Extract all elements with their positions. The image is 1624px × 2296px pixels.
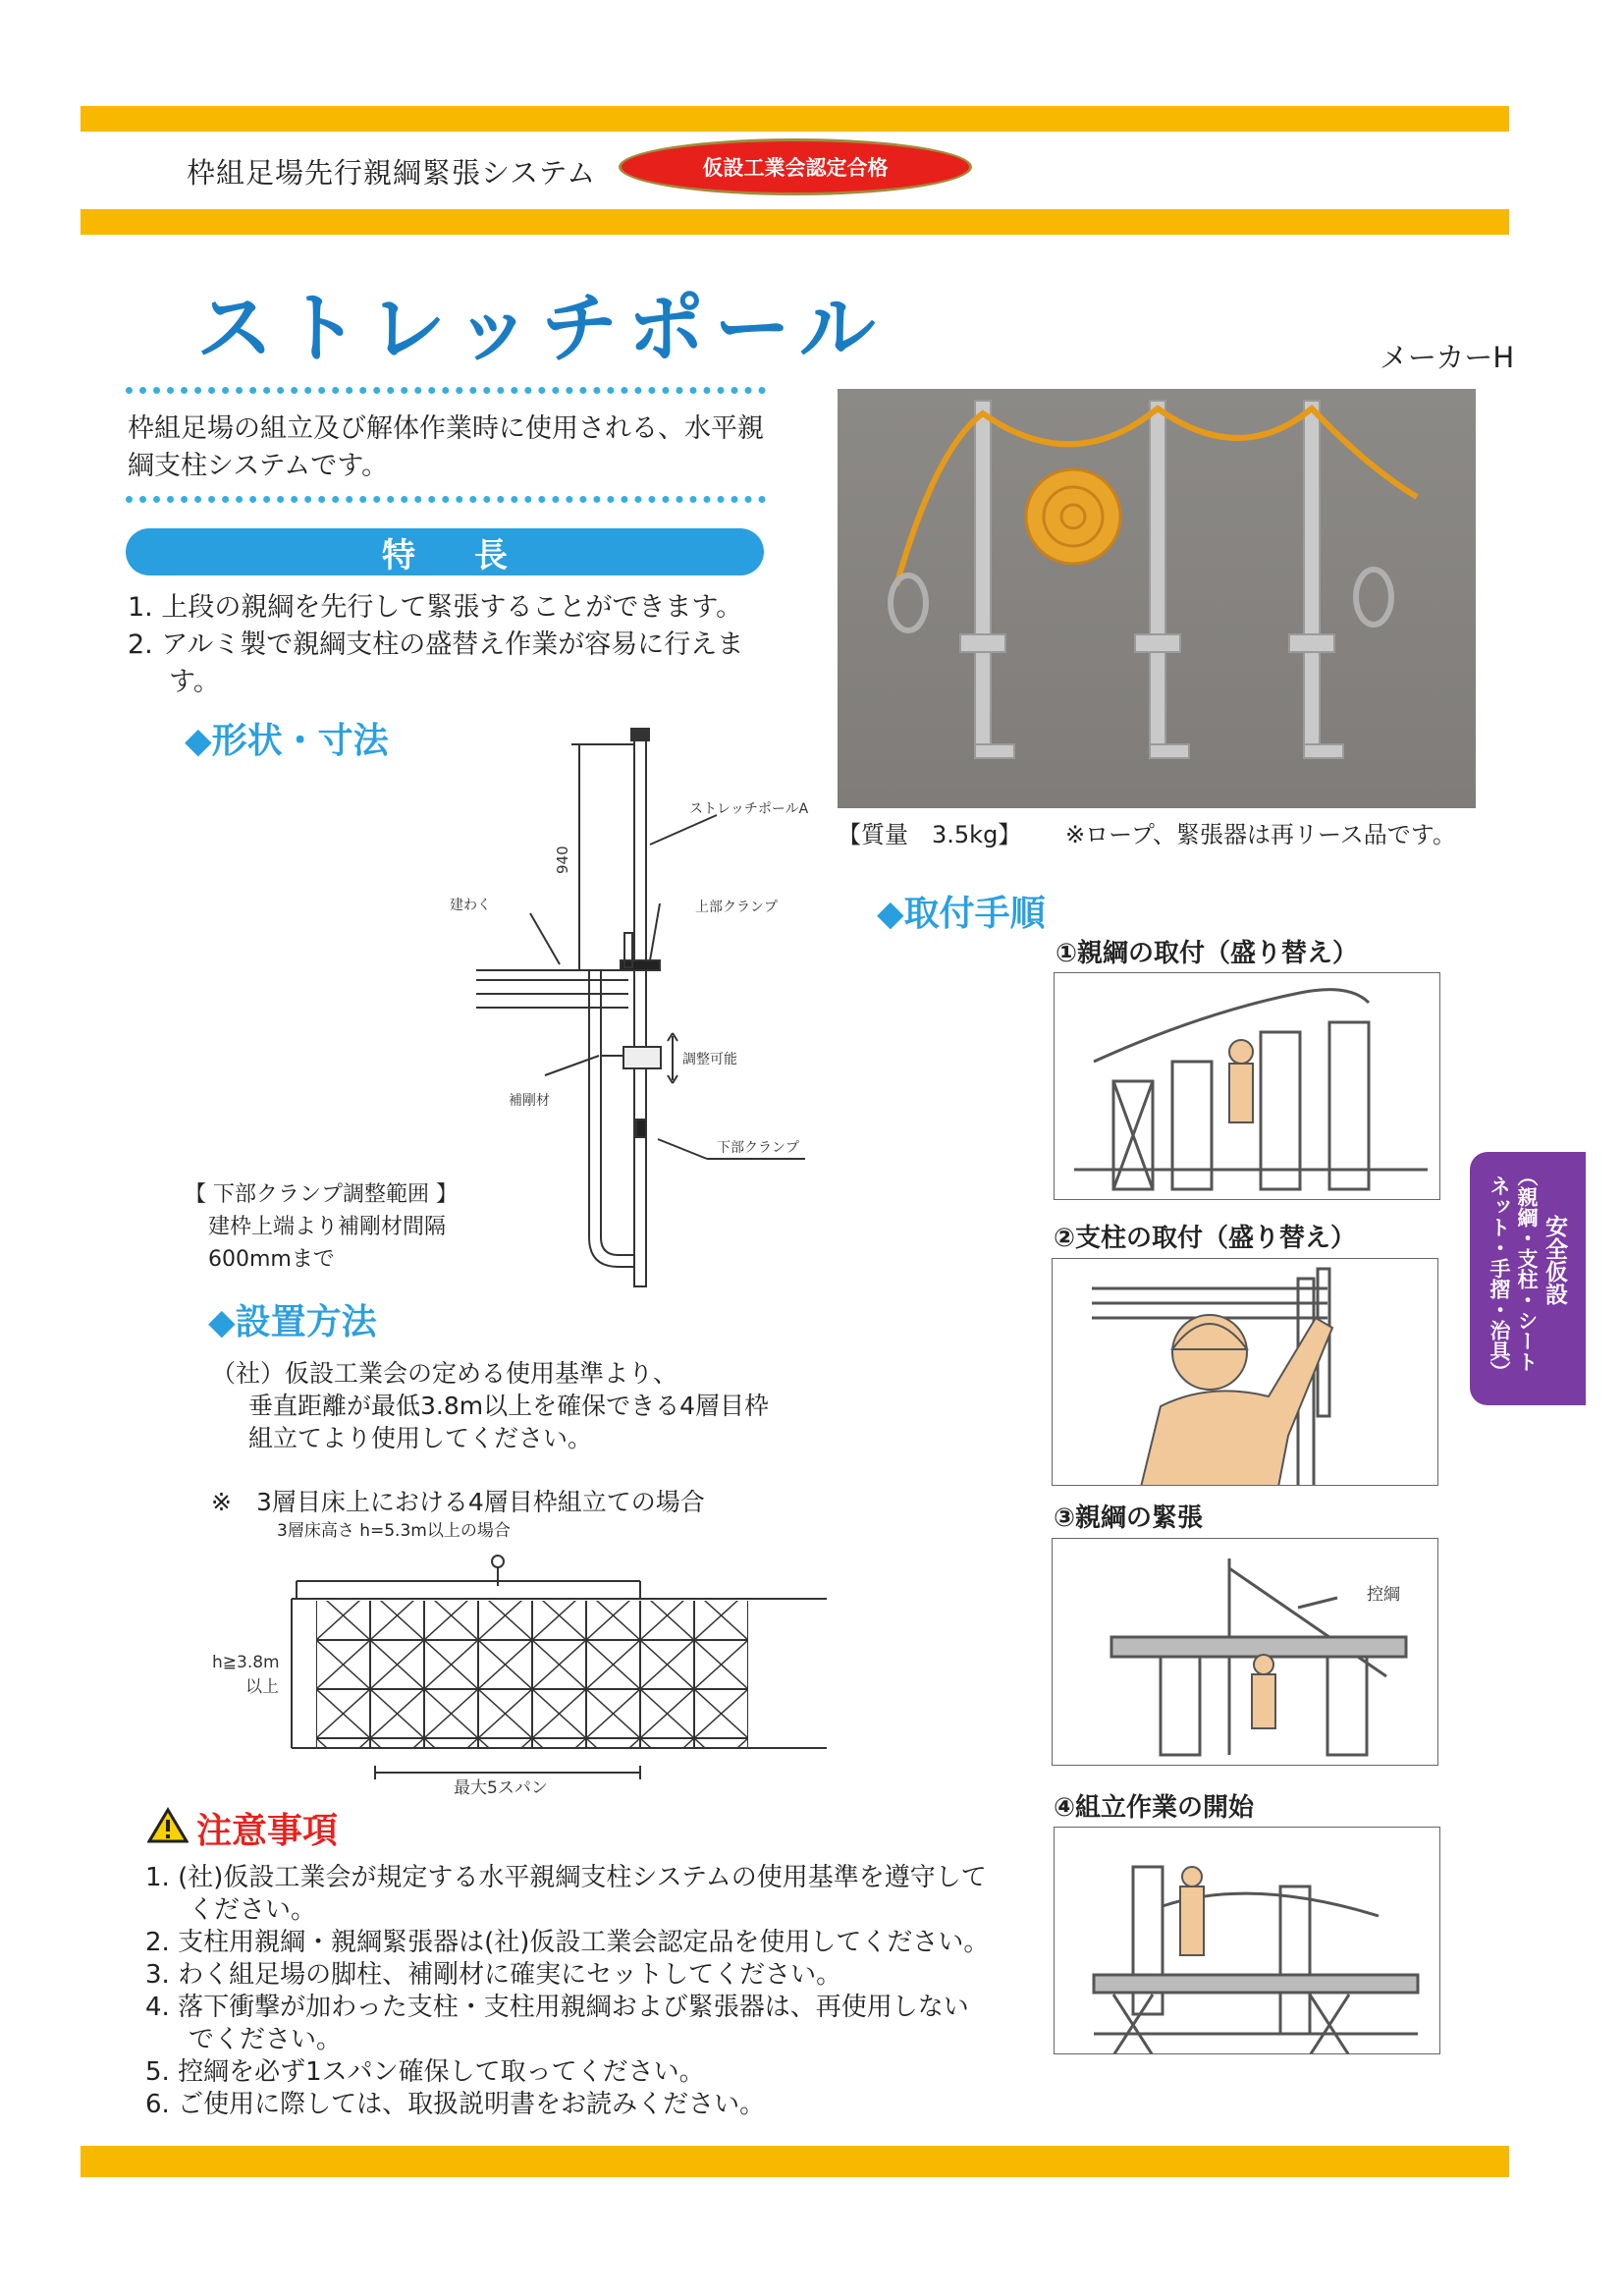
brace-label: 補剛材 — [509, 1093, 550, 1109]
install-line2: 垂直距離が最低3.8m以上を確保できる4層目枠 — [248, 1392, 770, 1420]
maker-label: メーカーH — [1380, 341, 1515, 374]
step3-illustration — [1052, 1538, 1438, 1766]
top-band-lower — [81, 209, 1509, 235]
photo-note: ※ロープ、緊張器は再リース品です。 — [1065, 821, 1456, 848]
side-tab-line2: （親綱・支柱・シート — [1515, 1166, 1539, 1372]
clamp-range-note — [185, 1178, 458, 1276]
clamp-range-line2: 600mmまで — [208, 1247, 335, 1272]
caution-item: 6. ご使用に際しては、取扱説明書をお読みください。 — [145, 2090, 766, 2119]
shape-heading: ◆形状・寸法 — [185, 721, 389, 761]
certification-badge: 仮設工業会認定合格 — [619, 138, 972, 195]
frame-label: 建わく — [450, 898, 491, 913]
category-side-tab — [1470, 1152, 1586, 1405]
dotted-divider-bottom — [126, 496, 766, 503]
caution-list — [145, 1862, 990, 2121]
step2-label: ②支柱の取付（盛り替え） — [1054, 1224, 1357, 1253]
step1-label: ①親綱の取付（盛り替え） — [1056, 939, 1359, 968]
product-photo — [838, 389, 1476, 808]
features-list — [128, 589, 776, 701]
clamp-range-title: 【 下部クランプ調整範囲 】 — [185, 1182, 458, 1207]
height-label: h≧3.8m — [212, 1653, 280, 1672]
side-tab-line3: ネット・手摺・治具） — [1488, 1175, 1511, 1382]
caution-item: 1. (社)仮設工業会が規定する水平親綱支柱システムの使用基準を遵守してください。 — [145, 1863, 987, 1925]
side-tab-line1: 安全仮設 — [1542, 1215, 1567, 1305]
caution-item: 2. 支柱用親綱・親綱緊張器は(社)仮設工業会認定品を使用してください。 — [145, 1928, 990, 1957]
bottom-band — [81, 2146, 1509, 2177]
upper-clamp-label: 上部クランプ — [695, 900, 778, 915]
step4-label: ④組立作業の開始 — [1054, 1793, 1255, 1823]
top-band-upper — [81, 106, 1509, 132]
span-label: 最大5スパン — [454, 1778, 548, 1797]
pole-dimension-diagram — [432, 717, 844, 1296]
scaffold-grid-diagram — [208, 1542, 837, 1797]
install-heading: ◆設置方法 — [208, 1302, 377, 1342]
step3-label: ③親綱の緊張 — [1054, 1503, 1204, 1533]
adjustable-label: 調整可能 — [682, 1052, 737, 1067]
install-line3: 組立てより使用してください。 — [248, 1424, 593, 1452]
install-note-sub: 3層床高さ h=5.3m以上の場合 — [277, 1521, 511, 1541]
steps-heading: ◆取付手順 — [877, 894, 1046, 934]
caution-heading: 注意事項 — [196, 1811, 339, 1851]
height-label-suffix: 以上 — [245, 1677, 279, 1697]
weight-caption: 【質量 3.5kg】 — [838, 821, 1022, 848]
pole-label: ストレッチポールA — [689, 801, 809, 817]
caution-item: 5. 控綱を必ず1スパン確保して取ってください。 — [145, 2057, 705, 2087]
step3-annotation: 控綱 — [1367, 1585, 1400, 1605]
features-heading: 特長 — [126, 528, 764, 575]
step1-illustration — [1054, 972, 1440, 1200]
install-text — [211, 1357, 769, 1454]
caution-item: 4. 落下衝撃が加わった支柱・支柱用親綱および緊張器は、再使用しないでください。 — [145, 1993, 969, 2054]
product-intro: 枠組足場の組立及び解体作業時に使用される、水平親綱支柱システムです。 — [128, 413, 764, 481]
header-title: 枠組足場先行親綱緊張システム — [187, 156, 597, 190]
step4-illustration — [1054, 1827, 1440, 2054]
lower-clamp-label: 下部クランプ — [717, 1140, 799, 1156]
step2-illustration — [1052, 1258, 1438, 1486]
warning-triangle-icon — [147, 1807, 189, 1844]
feature-item: 1. 上段の親綱を先行して緊張することができます。 — [128, 592, 743, 623]
dotted-divider-top — [126, 387, 766, 394]
dimension-label: 940 — [554, 846, 571, 874]
install-line1: （社）仮設工業会の定める使用基準より、 — [211, 1359, 678, 1388]
install-note: ※ 3層目床上における4層目枠組立ての場合 — [211, 1488, 705, 1516]
feature-item: 2. アルミ製で親綱支柱の盛替え作業が容易に行えます。 — [128, 629, 744, 697]
caution-item: 3. わく組足場の脚柱、補剛材に確実にセットしてください。 — [145, 1960, 842, 1990]
product-title: ストレッチポール — [196, 285, 886, 373]
clamp-range-line1: 建枠上端より補剛材間隔 — [208, 1215, 447, 1239]
